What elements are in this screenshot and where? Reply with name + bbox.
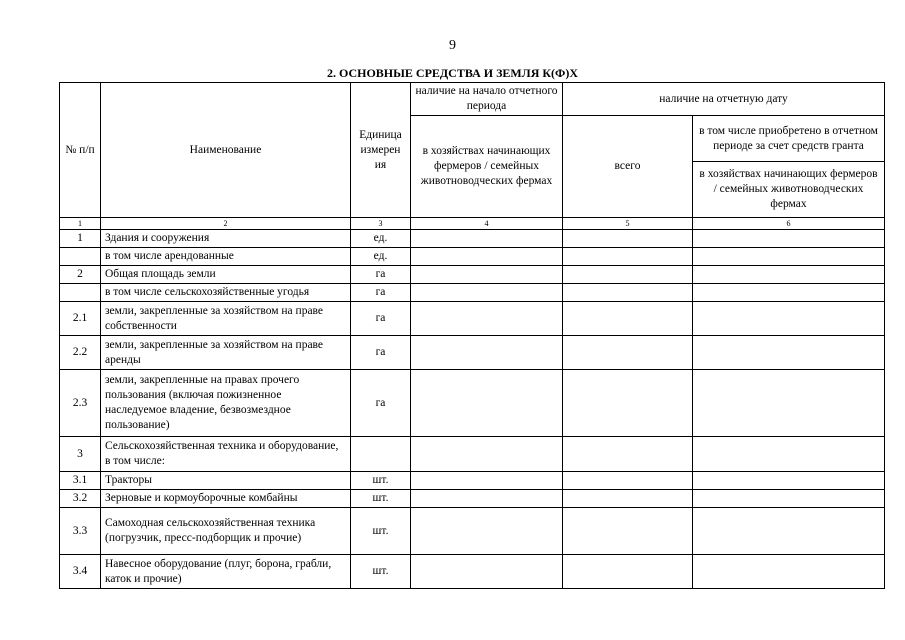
table-row [60,437,885,472]
row-name: Тракторы [101,472,351,490]
header-start-period: наличие на начало отчетного периода [411,83,563,116]
fixed-assets-table [59,82,885,589]
cell-start-value[interactable] [411,437,563,472]
col-index-4: 4 [411,218,563,230]
header-report-date: наличие на отчетную дату [563,83,885,116]
cell-start-value[interactable] [411,472,563,490]
table-row [60,370,885,437]
row-name: в том числе сельскохозяйственные угодья [101,284,351,302]
cell-grant-value[interactable] [693,472,885,490]
cell-grant-value[interactable] [693,508,885,555]
header-name: Наименование [101,83,351,218]
cell-total-value[interactable] [563,284,693,302]
cell-total-value[interactable] [563,266,693,284]
cell-grant-value[interactable] [693,555,885,589]
col-index-3: 3 [351,218,411,230]
row-unit [351,437,411,472]
header-grant-farms: в хозяйствах начинающих фермеров / семейных животноводческих фермах [693,162,885,218]
header-unit: Единица измерен ия [351,83,411,218]
row-num: 1 [60,230,101,248]
table-row [60,490,885,508]
cell-start-value[interactable] [411,302,563,336]
row-name: Навесное оборудование (плуг, борона, грабли, каток и прочие) [101,555,351,589]
row-name: Здания и сооружения [101,230,351,248]
cell-total-value[interactable] [563,555,693,589]
row-name: земли, закрепленные за хозяйством на праве аренды [101,336,351,370]
cell-grant-value[interactable] [693,490,885,508]
cell-total-value[interactable] [563,370,693,437]
row-name: Общая площадь земли [101,266,351,284]
cell-start-value[interactable] [411,336,563,370]
row-unit: га [351,302,411,336]
col-index-2: 2 [101,218,351,230]
header-total: всего [563,116,693,218]
table-row [60,336,885,370]
cell-start-value[interactable] [411,370,563,437]
row-unit: га [351,284,411,302]
row-num [60,284,101,302]
table-row [60,284,885,302]
cell-grant-value[interactable] [693,336,885,370]
cell-start-value[interactable] [411,555,563,589]
cell-total-value[interactable] [563,490,693,508]
row-name: в том числе арендованные [101,248,351,266]
cell-grant-value[interactable] [693,248,885,266]
cell-total-value[interactable] [563,508,693,555]
row-unit: шт. [351,490,411,508]
cell-total-value[interactable] [563,248,693,266]
table-row [60,266,885,284]
row-num: 2.3 [60,370,101,437]
col-index-5: 5 [563,218,693,230]
table-row [60,555,885,589]
row-unit: га [351,336,411,370]
cell-start-value[interactable] [411,230,563,248]
row-name: Самоходная сельскохозяйственная техника (погрузчик, пресс-подборщик и прочие) [101,508,351,555]
row-unit: шт. [351,508,411,555]
row-num: 2 [60,266,101,284]
cell-start-value[interactable] [411,266,563,284]
row-num: 3.3 [60,508,101,555]
row-unit: шт. [351,555,411,589]
table-row [60,472,885,490]
row-unit: шт. [351,472,411,490]
cell-total-value[interactable] [563,437,693,472]
column-index-row [60,218,885,230]
cell-start-value[interactable] [411,248,563,266]
header-start-farms: в хозяйствах начинающих фермеров / семейных животноводческих фермах [411,116,563,218]
row-unit: га [351,266,411,284]
cell-grant-value[interactable] [693,266,885,284]
col-index-6: 6 [693,218,885,230]
row-num [60,248,101,266]
header-grant-acquired: в том числе приобретено в отчетном периоде за счет средств гранта [693,116,885,162]
header-row-1 [60,83,885,116]
page-number: 9 [449,38,456,53]
cell-total-value[interactable] [563,472,693,490]
row-num: 3 [60,437,101,472]
section-title: 2. ОСНОВНЫЕ СРЕДСТВА И ЗЕМЛЯ К(Ф)Х [326,66,579,80]
row-name: Зерновые и кормоуборочные комбайны [101,490,351,508]
cell-grant-value[interactable] [693,302,885,336]
table-row [60,508,885,555]
row-name: земли, закрепленные за хозяйством на праве собственности [101,302,351,336]
cell-grant-value[interactable] [693,437,885,472]
row-num: 3.1 [60,472,101,490]
cell-start-value[interactable] [411,284,563,302]
header-num: № п/п [60,83,101,218]
cell-total-value[interactable] [563,230,693,248]
table-row [60,302,885,336]
cell-start-value[interactable] [411,508,563,555]
cell-grant-value[interactable] [693,230,885,248]
row-num: 3.2 [60,490,101,508]
row-name: земли, закрепленные на правах прочего пользования (включая пожизненное наследуемое владение, безвозмездное пользование) [101,370,351,437]
row-num: 2.2 [60,336,101,370]
row-unit: га [351,370,411,437]
row-num: 3.4 [60,555,101,589]
cell-grant-value[interactable] [693,370,885,437]
table-row [60,230,885,248]
cell-grant-value[interactable] [693,284,885,302]
row-name: Сельскохозяйственная техника и оборудование, в том числе: [101,437,351,472]
row-unit: ед. [351,230,411,248]
cell-start-value[interactable] [411,490,563,508]
col-index-1: 1 [60,218,101,230]
row-unit: ед. [351,248,411,266]
row-num: 2.1 [60,302,101,336]
table-row [60,248,885,266]
cell-total-value[interactable] [563,302,693,336]
cell-total-value[interactable] [563,336,693,370]
